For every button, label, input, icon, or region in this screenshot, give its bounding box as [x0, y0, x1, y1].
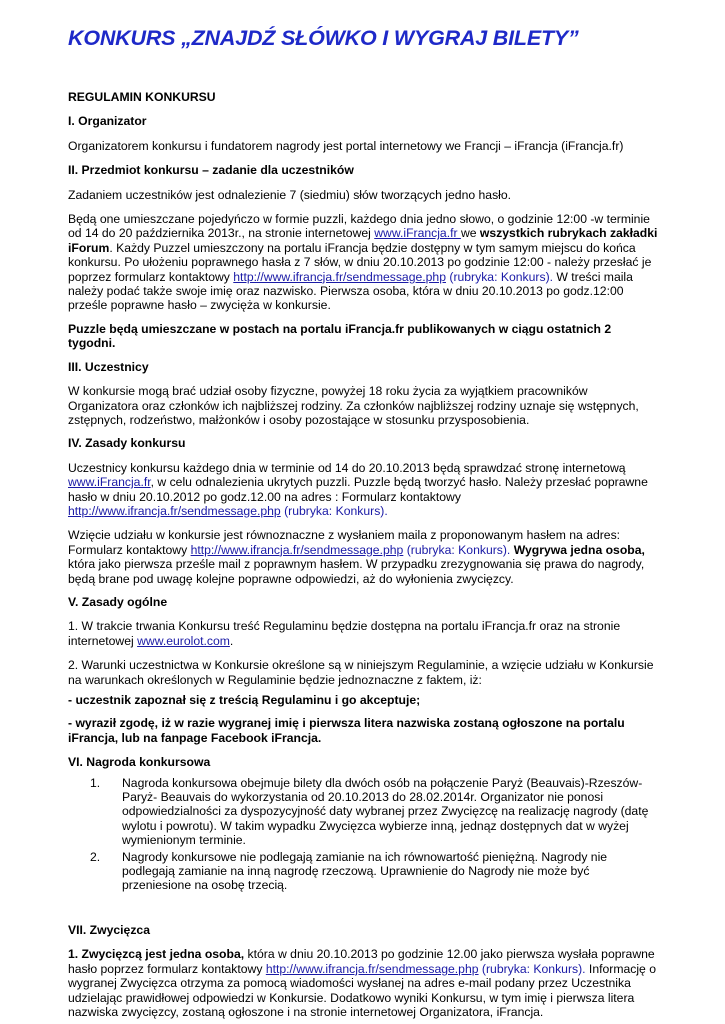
text-span: 1. W trakcie trwania Konkursu treść Regulaminu będzie dostępna na portalu iFrancja.fr oraz na stronie internetowej: [68, 619, 621, 648]
text-span: , w celu odnalezienia ukrytych puzzli. Puzzle będą tworzyć hasło. Należy przesłać poprawne hasło w dniu 20.10.2012 po godz.12.00 na adres : Formularz kontaktowy: [68, 475, 648, 504]
sendmessage-link[interactable]: http://www.ifrancja.fr/sendmessage.php: [265, 961, 479, 976]
text-span: która jako pierwsza prześle mail z poprawnym hasłem. W przypadku zrezygnowania się prawa do nagrody, będą brane pod uwagę kolejne poprawne odpowiedzi, aż do wyłonienia zwycięzcy.: [68, 557, 645, 586]
section-1-heading: I. Organizator: [68, 114, 147, 129]
section-2-paragraph-1: Zadaniem uczestników jest odnalezienie 7 (siedmiu) słów tworzących jedno hasło.: [68, 187, 512, 202]
ifrancja-link[interactable]: www.iFrancja.fr: [374, 226, 461, 241]
rubryka-label: (rubryka: Konkurs).: [446, 269, 554, 284]
section-3-paragraph: W konkursie mogą brać udział osoby fizyczne, powyżej 18 roku życia za wyjątkiem pracowników Organizatora oraz członków ich najbliższej rodziny. Za członków najbliższej rodziny uznaje się wstępnych, zstępnych, rodzeństwo, małżonków i osoby pozostające w stosunku przysposobienia.: [68, 384, 639, 427]
text-span: .: [229, 633, 234, 648]
section-5-paragraph-2: 2. Warunki uczestnictwa w Konkursie określone są w niniejszym Regulaminie, a wzięcie udziału w Konkursie na warunkach określonych w Regulaminie będzie jednoznaczne z faktem, iż:: [68, 658, 654, 687]
text-span: . Każdy Puzzel umieszczony na portalu iFrancja będzie dostępny w tym samym miejscu do końca konkursu. Po ułożeniu poprawnego hasła z 7 słów, w dniu 20.10.2013 po godzinie 12:00 - należy przesłać je poprzez formularz kontaktowy: [68, 240, 652, 284]
section-3-heading: III. Uczestnicy: [68, 359, 149, 374]
rubryka-label: (rubryka: Konkurs).: [280, 503, 388, 518]
bold-span: wszystkich rubrykach zakładki iForum: [68, 226, 658, 255]
section-5-paragraph-4: - wyraził zgodę, iż w razie wygranej imię i pierwsza litera nazwiska zostaną ogłoszone na portalu iFrancja, lub na fanpage Facebook iFrancja.: [68, 716, 625, 745]
text-span: W treści maila należy podać także swoje imię oraz nazwisko. Pierwsza osoba, która w dniu 20.10.2013 po godz.12:00 prześle poprawne hasło – zwycięża w konkursie.: [68, 269, 633, 313]
section-2-paragraph-3: Puzzle będą umieszczane w postach na portalu iFrancja.fr publikowanych w ciągu ostatnich 2 tygodni.: [68, 321, 612, 351]
list-item-number: 1.: [90, 775, 101, 790]
section-4-paragraph-1: [68, 461, 660, 519]
section-4-heading: IV. Zasady konkursu: [68, 436, 186, 451]
section-5-paragraph-3: - uczestnik zapoznał się z treścią Regulaminu i go akceptuje;: [68, 693, 421, 707]
sendmessage-link[interactable]: http://www.ifrancja.fr/sendmessage.php: [68, 503, 281, 518]
section-4-paragraph-2: [68, 528, 660, 586]
list-item: [68, 850, 660, 893]
eurolot-link[interactable]: www.eurolot.com: [137, 633, 230, 648]
document-title: KONKURS „ZNAJDŹ SŁÓWKO I WYGRAJ BILETY”: [68, 26, 579, 50]
prize-list: [68, 776, 660, 893]
bold-span: 1. Zwycięzcą jest jedna osoba,: [68, 947, 245, 962]
section-7-paragraph: [68, 947, 660, 1019]
section-2-heading: II. Przedmiot konkursu – zadanie dla uczestników: [68, 163, 354, 178]
section-5-heading: V. Zasady ogólne: [68, 594, 168, 609]
section-6-heading: VI. Nagroda konkursowa: [68, 755, 211, 770]
list-item: [68, 776, 660, 848]
list-item-text: Nagroda konkursowa obejmuje bilety dla dwóch osób na połączenie Paryż (Beauvais)-Rzeszów-Paryż- Beauvais do wykorzystania od 20.10.2013 do 28.02.2014r. Organizator nie ponosi odpowiedzialności za dyspozycyjność daty wybranej przez Zwycięzcę na realizację nagrody (datę wylotu i powrotu). W takim wypadku Zwycięzca wybierze inną, jednąz dostępnych dat w wyżej wymienionym terminie.: [122, 775, 649, 848]
text-span: Wzięcie udziału w konkursie jest równoznaczne z wysłaniem maila z proponowanym hasłem na adres: Formularz kontaktowy: [68, 528, 621, 557]
section-7-heading: VII. Zwycięzca: [68, 922, 150, 937]
regulamin-heading: REGULAMIN KONKURSU: [68, 90, 216, 104]
rubryka-label: (rubryka: Konkurs).: [403, 542, 511, 557]
text-span: która w dniu 20.10.2013 po godzinie 12.00 jako pierwsza wysłała poprawne hasło poprzez formularz kontaktowy: [68, 947, 655, 976]
rubryka-label: (rubryka: Konkurs).: [478, 961, 586, 976]
text-span: we: [460, 226, 480, 241]
text-span: Uczestnicy konkursu każdego dnia w terminie od 14 do 20.10.2013 będą sprawdzać stronę internetową: [68, 460, 626, 475]
bold-span: Wygrywa jedna osoba,: [510, 542, 645, 557]
list-item-text: Nagrody konkursowe nie podlegają zamianie na ich równowartość pieniężną. Nagrody nie podlegają zamianie na inną nagrodę rzeczową. Uprawnienie do Nagrody nie może być przeniesione na osobę trzecią.: [122, 849, 608, 893]
text-span: Będą one umieszczane pojedyńczo w formie puzzli, każdego dnia jedno słowo, o godzinie 12:00 -w terminie od 14 do 20 października 2013r., na stronie internetowej: [68, 212, 650, 241]
sendmessage-link[interactable]: http://www.ifrancja.fr/sendmessage.php: [190, 542, 404, 557]
section-2-paragraph-2: [68, 212, 660, 313]
section-1-paragraph: Organizatorem konkursu i fundatorem nagrody jest portal internetowy we Francji – iFrancja (iFrancja.fr): [68, 138, 624, 153]
ifrancja-link[interactable]: www.iFrancja.fr: [68, 475, 151, 490]
text-span: Informację o wygranej Zwycięzca otrzyma za pomocą wiadomości wysłanej na adres e-mail podany przez Uczestnika udzielając prawidłowej odpowiedzi w Konkursie. Dodatkowo wyniki Konkursu, w tym imię i pierwsza litera nazwiska zwycięzcy, zostaną ogłoszone i na stronie internetowej Organizatora, iFrancja.: [68, 961, 656, 1019]
sendmessage-link[interactable]: http://www.ifrancja.fr/sendmessage.php: [233, 269, 446, 284]
document-body: [68, 90, 660, 1019]
list-item-number: 2.: [90, 849, 101, 864]
section-5-paragraph-1: [68, 619, 660, 648]
